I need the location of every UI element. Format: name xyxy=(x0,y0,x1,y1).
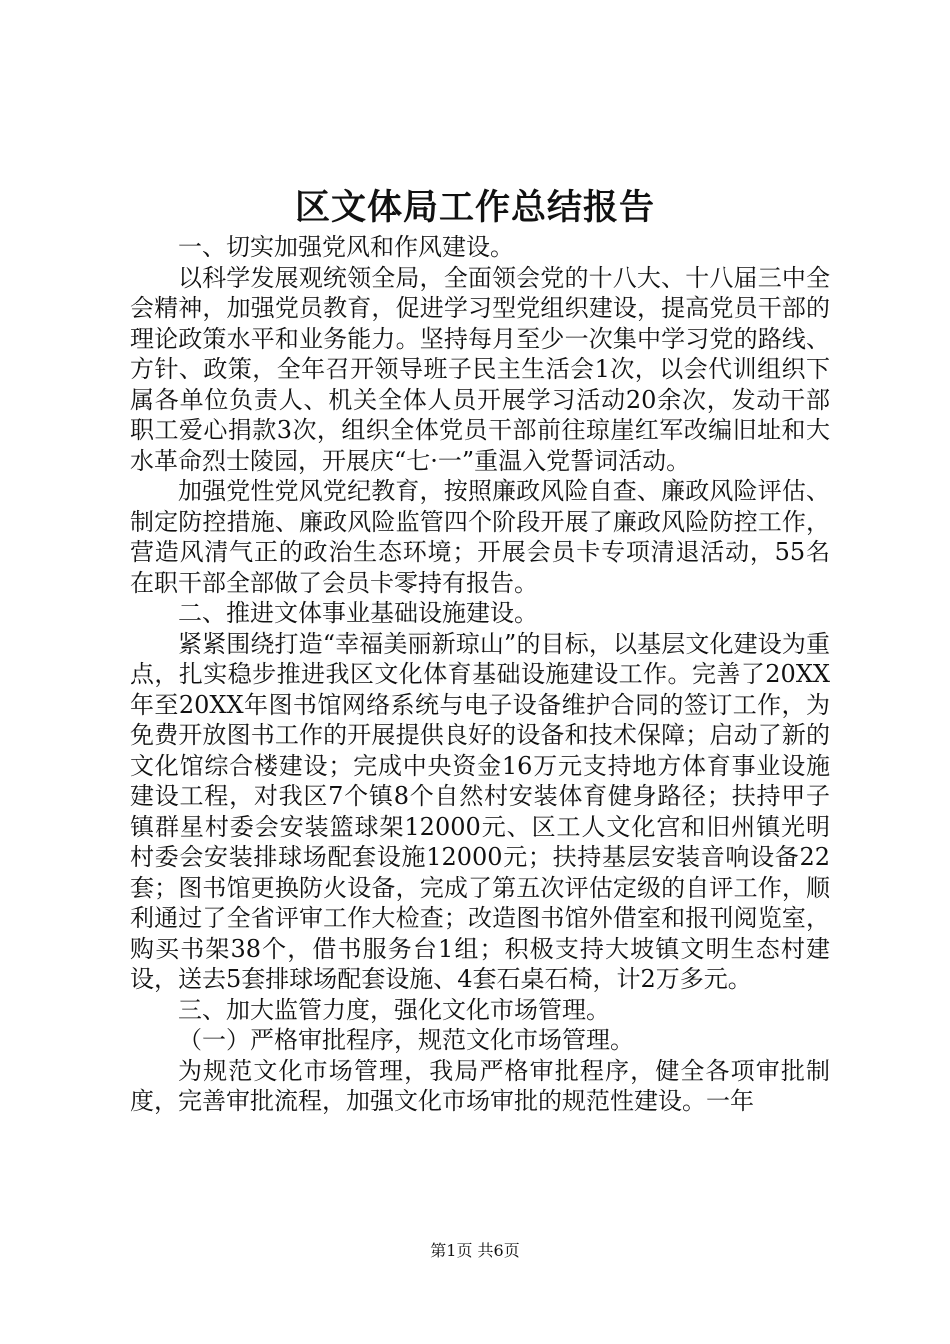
paragraph: 紧紧围绕打造“幸福美丽新琼山”的目标，以基层文化建设为重点，扎实稳步推进我区文化体育基础设施建设工作。完善了20XX年至20XX年图书馆网络系统与电子设备维护合同的签订工作，为免费开放图书工作的开展提供良好的设备和技术保障；启动了新的文化馆综合楼建设；完成中央资金16万元支持地方体育事业设施建设工程，对我区7个镇8个自然村安装体育健身路径；扶持甲子镇群星村委会安装篮球架12000元、区工人文化宫和旧州镇光明村委会安装排球场配套设施12000元；扶持基层安装音响设备22套；图书馆更换防火设备，完成了第五次评估定级的自评工作，顺利通过了全省评审工作大检查；改造图书馆外借室和报刊阅览室，购买书架38个，借书服务台1组；积极支持大坡镇文明生态村建设，送去5套排球场配套设施、4套石桌石椅，计2万多元。 xyxy=(130,629,830,993)
section-heading-1: 一、切实加强党风和作风建设。 xyxy=(178,233,514,261)
paragraph: 以科学发展观统领全局，全面领会党的十八大、十八届三中全会精神，加强党员教育，促进学习型党组织建设，提高党员干部的理论政策水平和业务能力。坚持每月至少一次集中学习党的路线、方针、政策，全年召开领导班子民主生活会1次，以会代训组织下属各单位负责人、机关全体人员开展学习活动20余次，发动干部职工爱心捐款3次，组织全体党员干部前往琼崖红军改编旧址和大水革命烈士陵园，开展庆“七·一”重温入党誓词活动。 xyxy=(130,263,830,475)
paragraph: 加强党性党风党纪教育，按照廉政风险自查、廉政风险评估、制定防控措施、廉政风险监管四个阶段开展了廉政风险防控工作，营造风清气正的政治生态环境；开展会员卡专项清退活动，55名在职干部全部做了会员卡零持有报告。 xyxy=(130,477,830,597)
section-heading-2: 二、推进文体事业基础设施建设。 xyxy=(178,599,538,627)
section-heading-3: 三、加大监管力度，强化文化市场管理。 xyxy=(178,995,610,1024)
document-title: 区文体局工作总结报告 xyxy=(294,187,655,228)
subsection-heading: （一）严格审批程序，规范文化市场管理。 xyxy=(178,1026,634,1054)
document-body xyxy=(130,232,830,1117)
page-footer: 第1页 共6页 xyxy=(430,1241,520,1260)
paragraph: 为规范文化市场管理，我局严格审批程序，健全各项审批制度，完善审批流程，加强文化市场审批的规范性建设。一年 xyxy=(130,1056,830,1115)
